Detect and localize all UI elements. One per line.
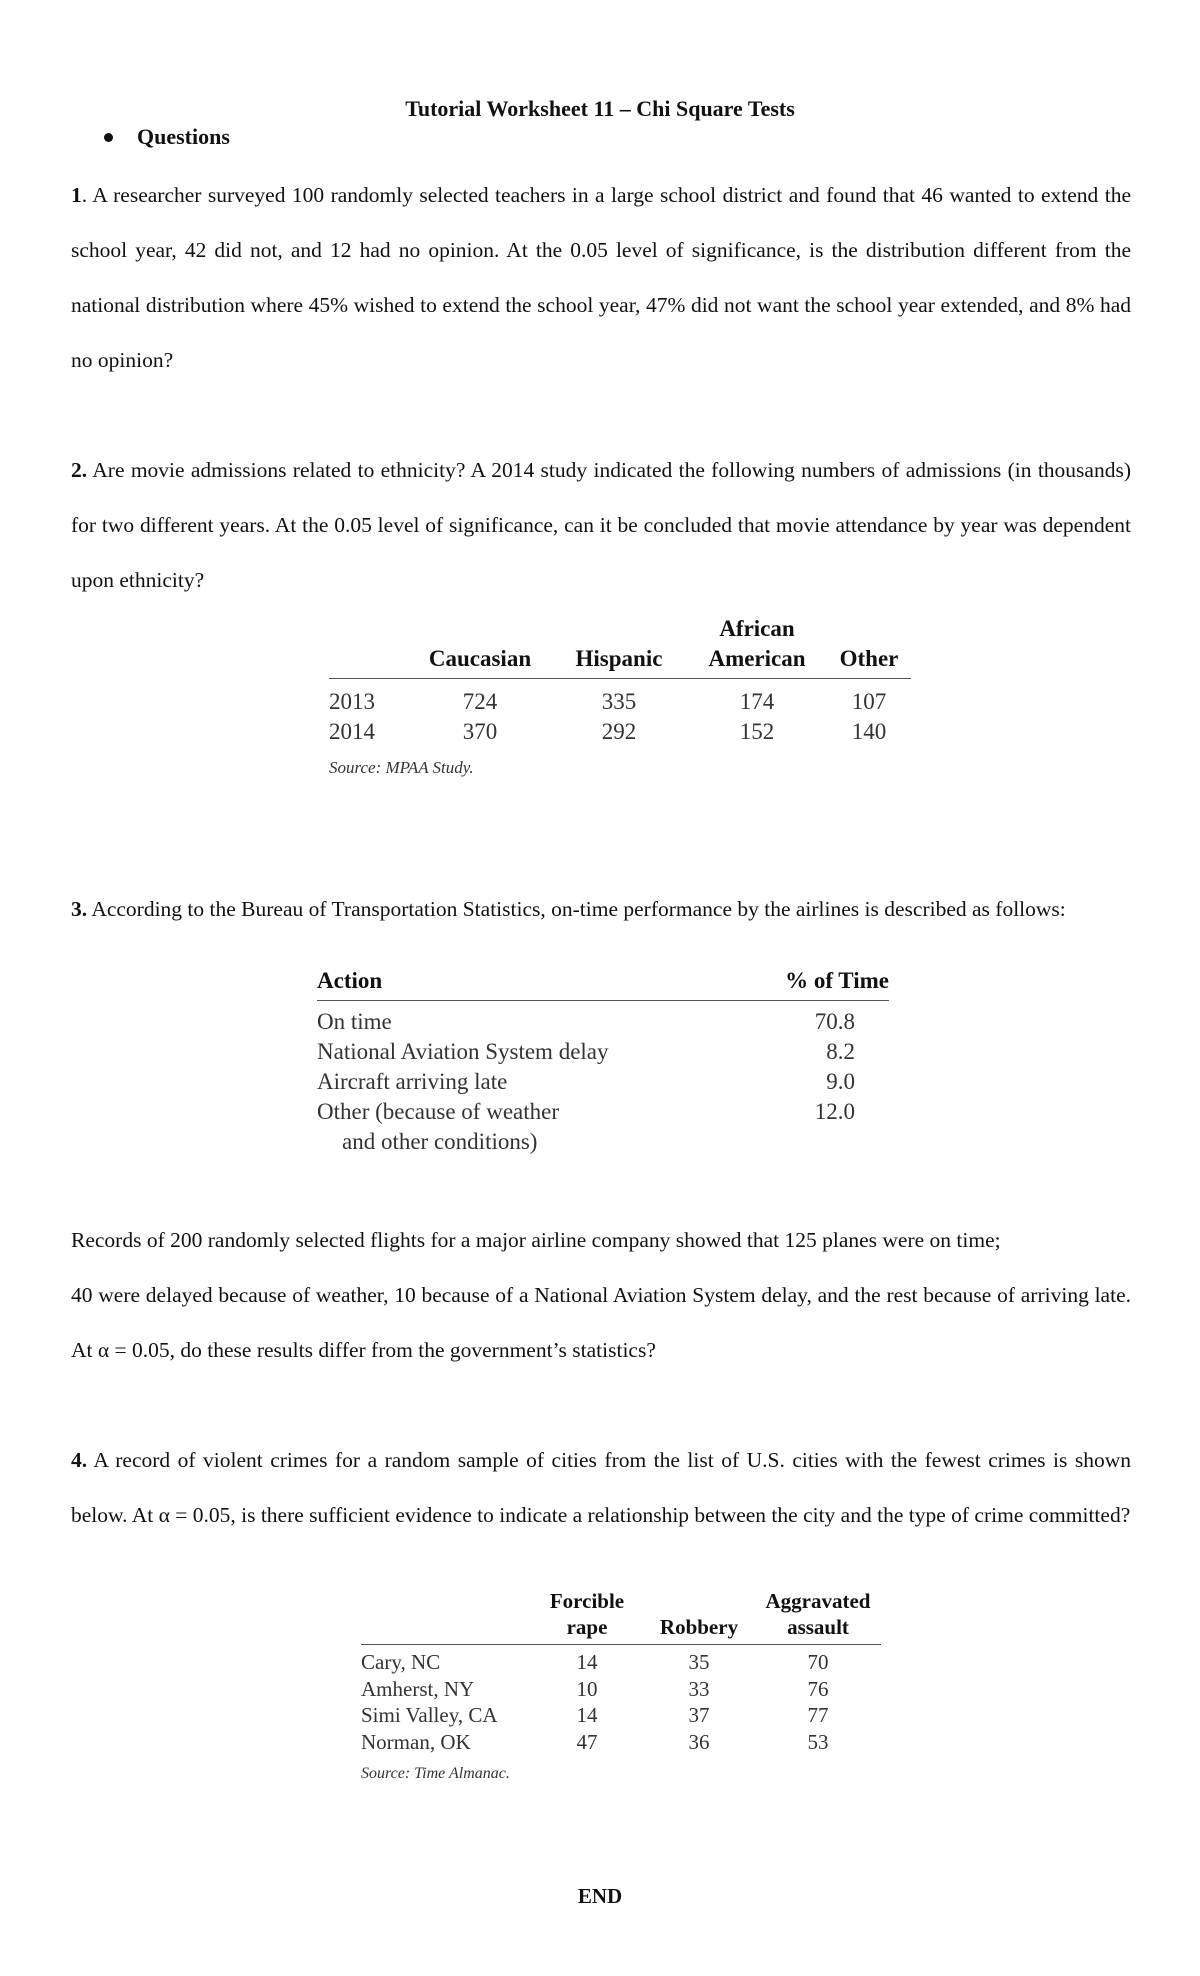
question-1-number: 1 xyxy=(71,183,82,207)
question-3-followup xyxy=(71,1213,1131,1378)
col-action: Action xyxy=(317,966,739,1001)
col-forcible-rape: Forcible rape xyxy=(531,1588,643,1645)
question-1-text: . A researcher surveyed 100 randomly selected teachers in a large school district and found that 46 wanted to extend the school year, 42 did not, and 12 had no opinion. At the 0.05 level of significance, is the distribution different from the national distribution where 45% wished to extend the school year, 47% did not want the school year extended, and 8% had no opinion? xyxy=(71,183,1131,372)
table-source: Source: MPAA Study. xyxy=(329,758,474,777)
question-3-number: 3. xyxy=(71,897,88,921)
bullet-icon xyxy=(104,133,113,142)
question-2-text: Are movie admissions related to ethnicity? A 2014 study indicated the following numbers of admissions (in thousands) for two different years. At the 0.05 level of significance, can it be concluded that movie attendance by year was dependent upon ethnicity? xyxy=(71,458,1131,592)
crimes-table xyxy=(361,1588,881,1788)
question-4 xyxy=(71,1433,1131,1543)
table-row: On time 70.8 xyxy=(317,1009,855,1034)
table-row: Amherst, NY 10 33 76 xyxy=(361,1676,829,1701)
table-row: Simi Valley, CA 14 37 77 xyxy=(361,1703,829,1727)
table-row: National Aviation System delay 8.2 xyxy=(317,1039,855,1064)
end-marker: END xyxy=(577,1884,623,1908)
question-2 xyxy=(71,443,1131,608)
col-robbery: Robbery xyxy=(643,1588,755,1645)
table-source-row xyxy=(329,747,911,783)
admissions-table xyxy=(329,614,911,783)
col-african-american: African American xyxy=(687,614,827,679)
table-source-row xyxy=(361,1755,881,1788)
page-title: Tutorial Worksheet 11 – Chi Square Tests xyxy=(405,96,795,121)
col-percent-time: % of Time xyxy=(739,966,889,1001)
col-hispanic: Hispanic xyxy=(551,614,687,679)
col-caucasian: Caucasian xyxy=(409,614,551,679)
question-3-text: According to the Bureau of Transportation Statistics, on-time performance by the airlines is described as follows: xyxy=(87,897,1066,921)
col-aggravated-assault: Aggravated assault xyxy=(755,1588,881,1645)
table-source: Source: Time Almanac. xyxy=(361,1765,510,1782)
question-4-number: 4. xyxy=(71,1448,88,1472)
table-row: 2013 724 335 174 107 xyxy=(329,689,887,714)
question-3-followup-rest: 40 were delayed because of weather, 10 because of a National Aviation System delay, and the rest because of arriving late. At α = 0.05, do these results differ from the government’s statistics? xyxy=(71,1283,1131,1362)
table-row: Cary, NC 14 35 70 xyxy=(361,1650,829,1674)
questions-heading-label: Questions xyxy=(137,124,230,149)
question-3 xyxy=(71,882,1131,937)
table-row: Aircraft arriving late 9.0 xyxy=(317,1069,855,1094)
question-1 xyxy=(71,168,1131,388)
table-row: and other conditions) xyxy=(342,1129,538,1154)
question-4-text: A record of violent crimes for a random sample of cities from the list of U.S. cities with the fewest crimes is shown below. At α = 0.05, is there sufficient evidence to indicate a relationship between the city and the type of crime committed? xyxy=(71,1448,1131,1527)
col-other: Other xyxy=(827,614,911,679)
table-row: 2014 370 292 152 140 xyxy=(329,719,887,744)
on-time-table xyxy=(317,966,889,1157)
questions-heading xyxy=(104,124,230,150)
table-row: Norman, OK 47 36 53 xyxy=(361,1729,829,1754)
table-row: Other (because of weather 12.0 xyxy=(317,1099,855,1124)
question-3-followup-line1: Records of 200 randomly selected flights for a major airline company showed that 125 planes were on time; xyxy=(71,1228,1001,1252)
question-2-number: 2. xyxy=(71,458,88,482)
